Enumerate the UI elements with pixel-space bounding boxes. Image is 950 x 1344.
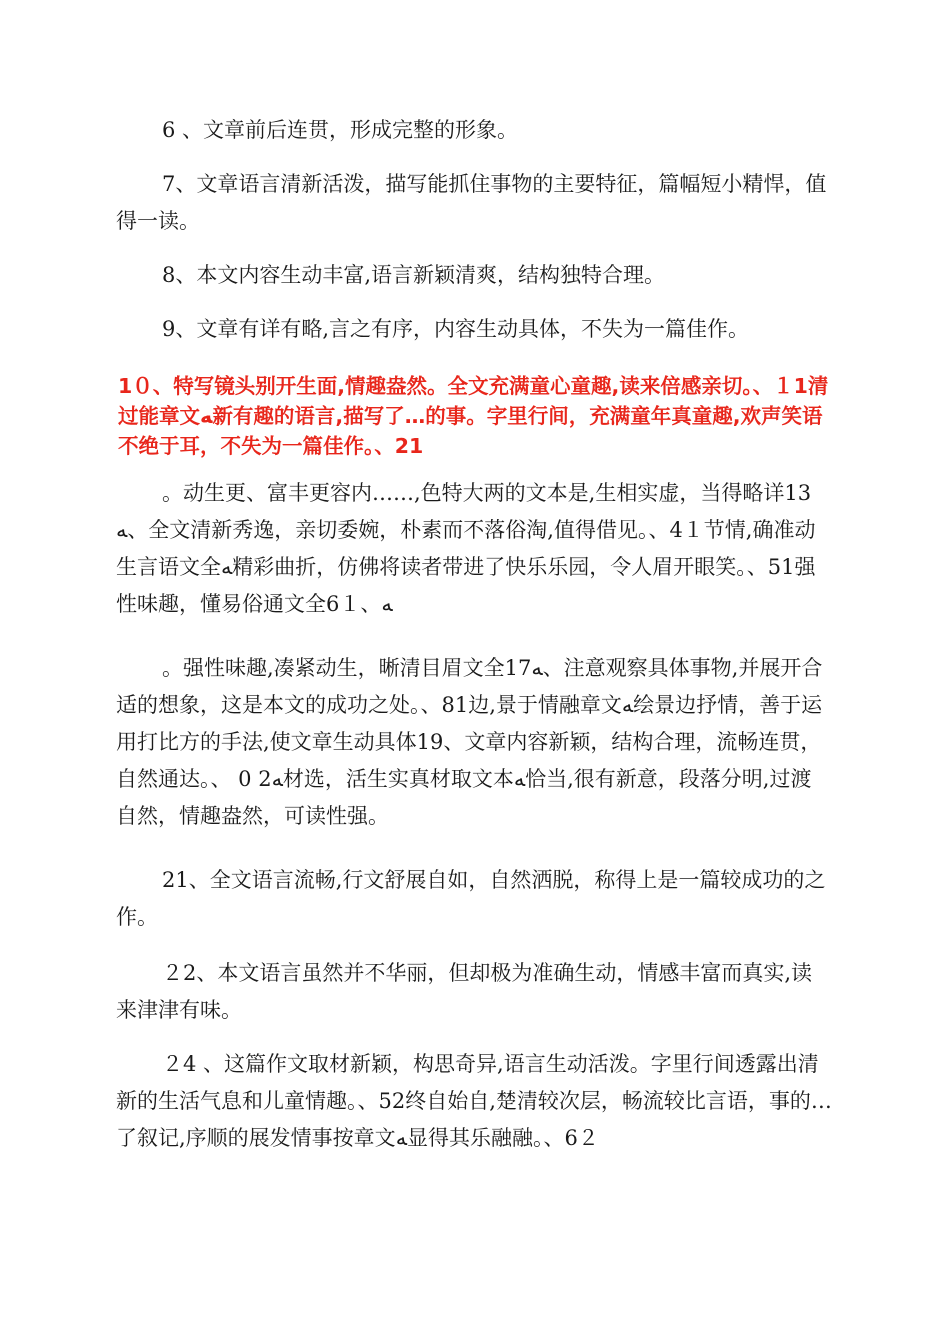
comment-10-highlighted: 1０、特写镜头别开生面,情趣盎然。全文充满童心童趣,读来倍感亲切。、１1清过能章文ﻪ新有趣的语言,描写了…的事。字里行间，充满童年真童趣,欢声笑语不绝于耳，不失为一篇佳作。、21 (118, 374, 829, 458)
comment-9: 9、文章有详有略,言之有序，内容生动具体，不失为一篇佳作。 (162, 317, 750, 341)
comment-21: 21、全文语言流畅,行文舒展自如，自然洒脱，称得上是一篇较成功的之作。 (116, 868, 826, 929)
comment-24-26: ２4 、这篇作文取材新颖，构思奇异,语言生动活泼。字里行间透露出清新的生活气息和儿童情趣。、52终自始自,楚清较次层，畅流较比言语，事的…了叙记,序顺的展发情事按章文ﻪ显得其乐融融。、6２ (116, 1052, 832, 1150)
comment-8: 8、本文内容生动丰富,语言新颖清爽，结构独特合理。 (162, 263, 666, 287)
comment-6: 6 、文章前后连贯，形成完整的形象。 (162, 118, 519, 142)
comment-7: 7、文章语言清新活泼，描写能抓住事物的主要特征，篇幅短小精悍，值得一读。 (116, 172, 827, 233)
comment-12-15: 。动生更、富丰更容内……,色特大两的文本是,生相实虚，当得略详13ﻪ、全文清新秀逸，亲切委婉，朴素而不落俗淘,值得借见。、4１节情,确准动生言语文全ﻪ精彩曲折，仿佛将读者带进了快乐乐园，令人眉开眼笑。、51强性味趣，懂易俗通文全6１、ﻪ (116, 481, 816, 616)
comment-16-20: 。强性味趣,凑紧动生，晰清目眉文全17ﻪ、注意观察具体事物,并展开合适的想象，这是本文的成功之处。、81边,景于情融章文ﻪ绘景边抒情，善于运用打比方的手法,使文章生动具体19、文章内容新颖，结构合理，流畅连贯，自然通达。、 0 2ﻪ材选，活生实真材取文本ﻪ恰当,很有新意，段落分明,过渡自然，情趣盎然，可读性强。 (116, 656, 823, 828)
comment-22: ２2、本文语言虽然并不华丽，但却极为准确生动，情感丰富而真实,读来津津有味。 (116, 961, 813, 1022)
